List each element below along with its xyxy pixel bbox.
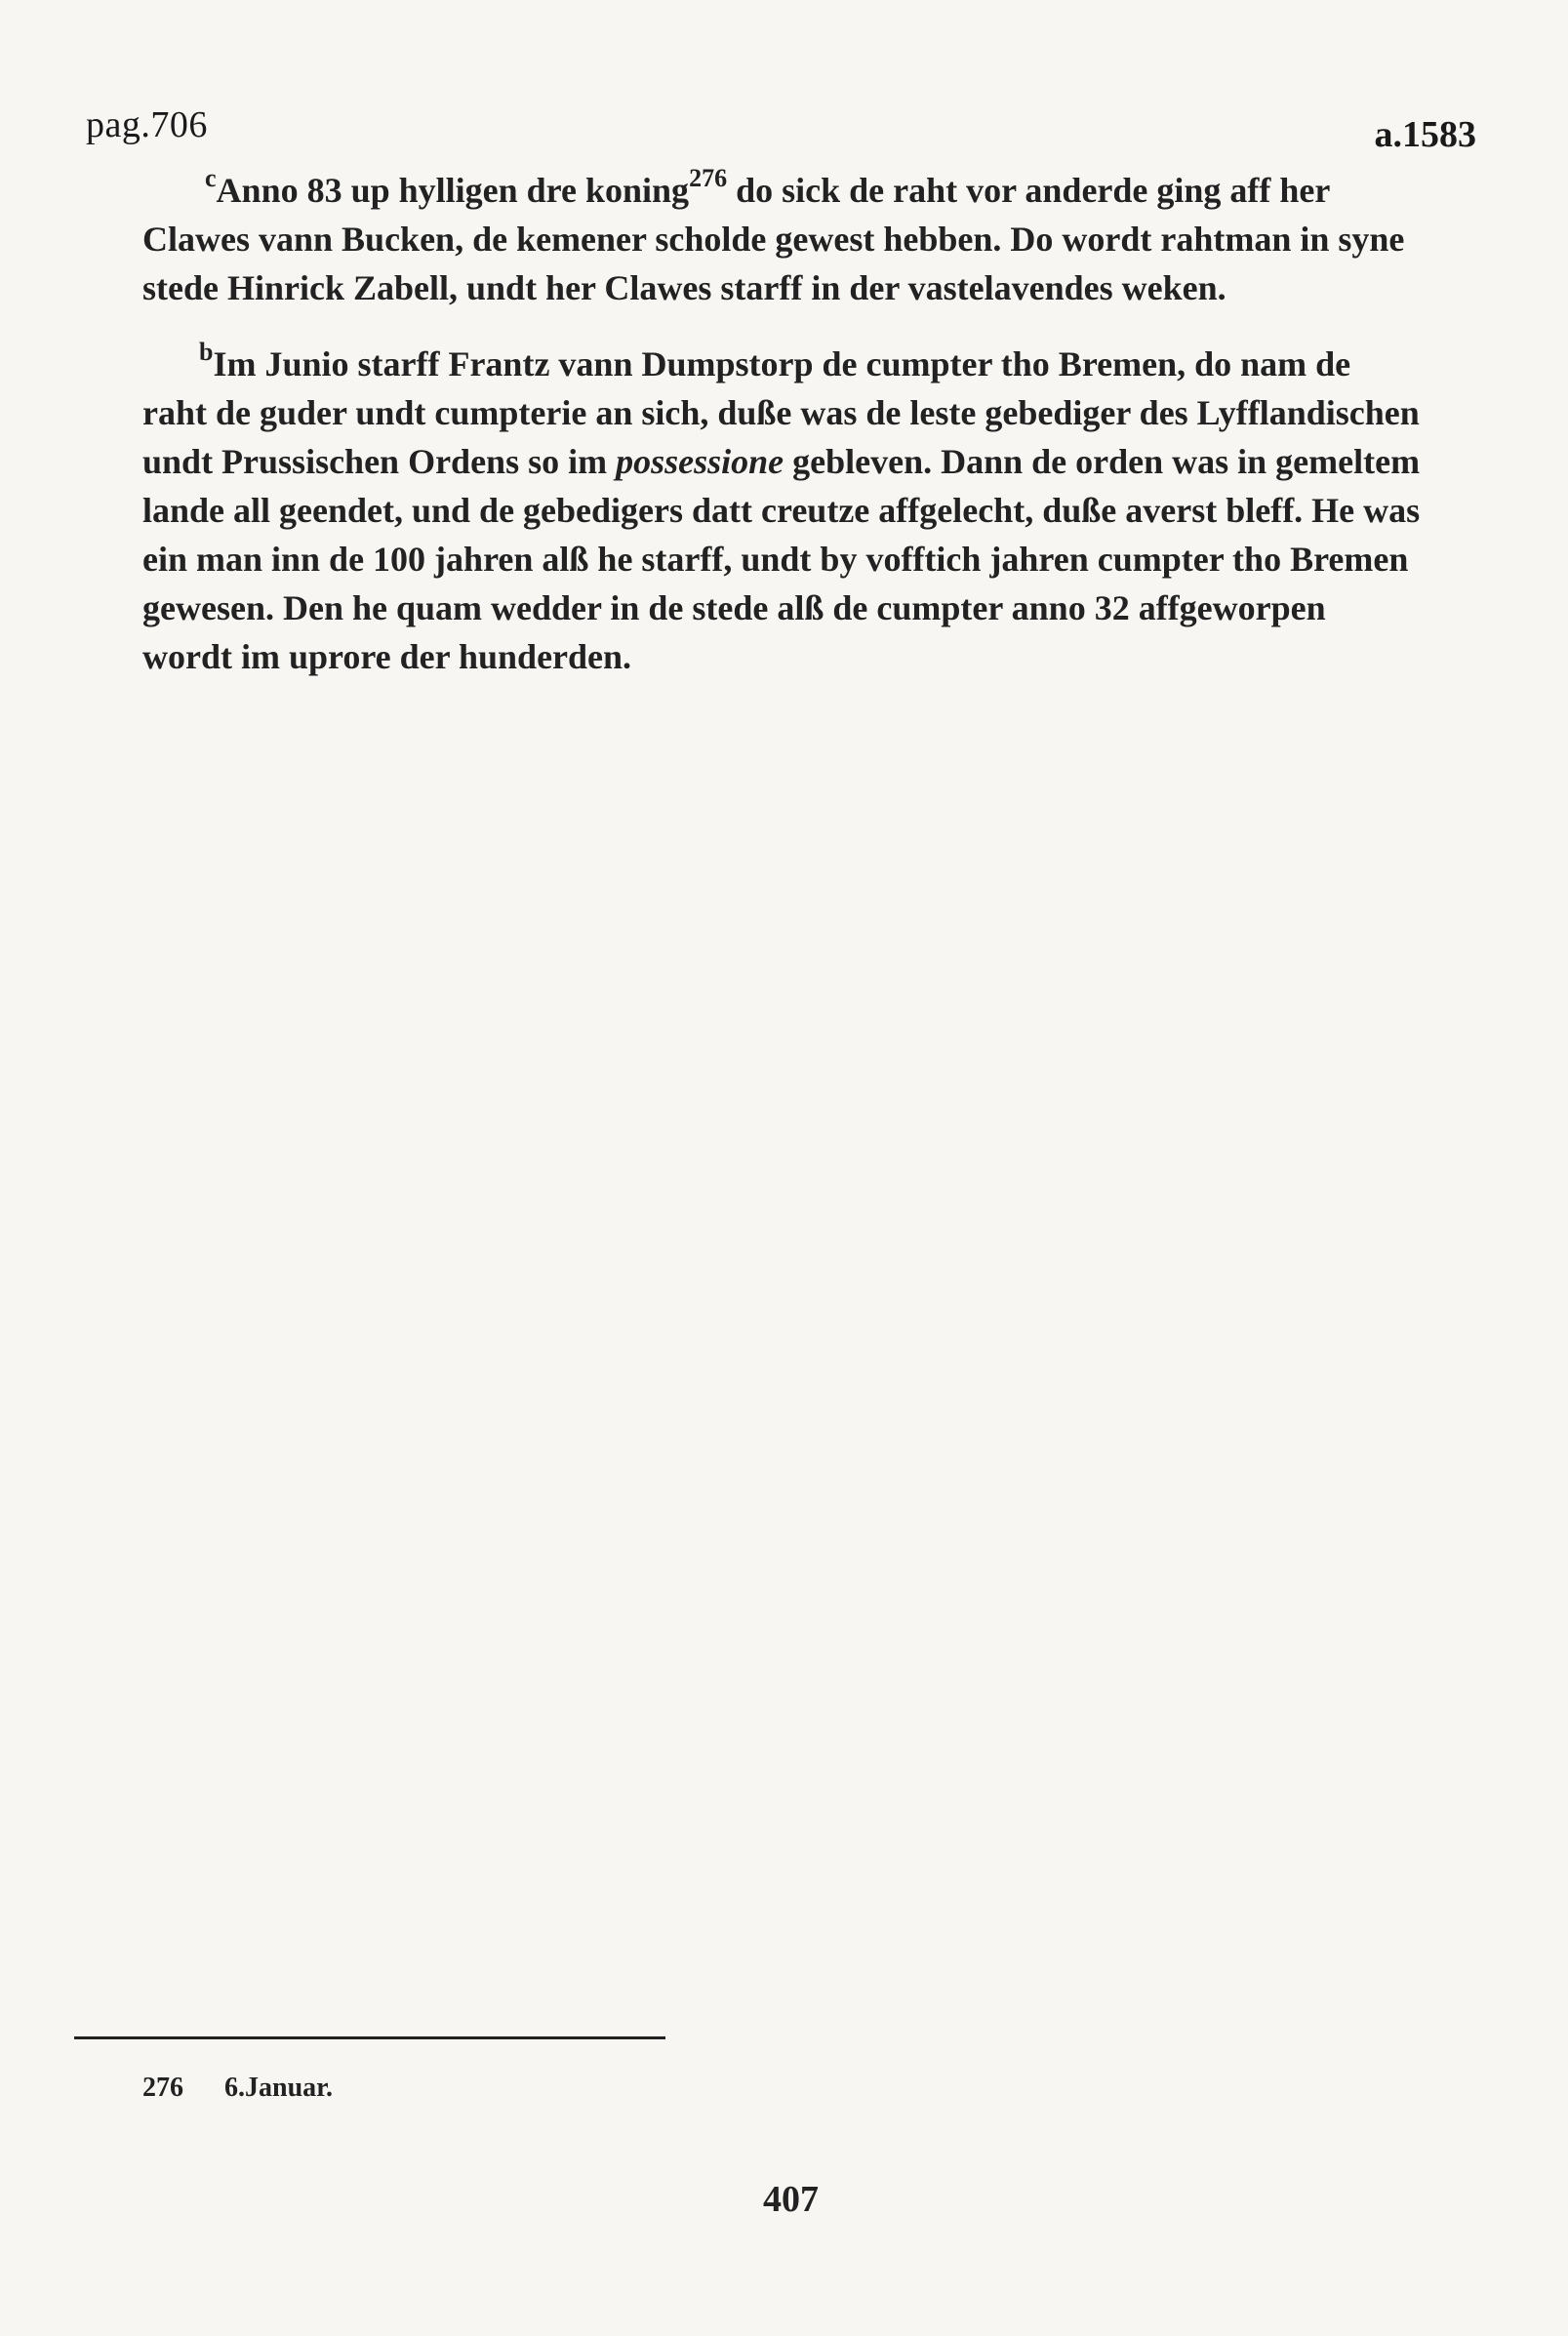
paragraph-1 bbox=[142, 166, 1421, 312]
footnote-divider bbox=[74, 2036, 665, 2039]
paragraph-text: gebleven. Dann de orden was in gemeltem lande all geendet, und de gebedigers datt creutze affgelecht, duße averst bleff. He was ein man inn de 100 jahren alß he starff, undt by vofftich jahren cumpter tho Bremen gewesen. Den he quam wedder in de stede alß de cumpter anno 32 affgeworpen wordt im uprore der hunderden. bbox=[142, 442, 1421, 676]
footnote-text: 6.Januar. bbox=[224, 2073, 334, 2103]
paragraph-text: Im Junio starff Frantz vann Dumpstorp de cumpter tho Bremen, do nam de raht de guder undt cumpterie an sich, duße was de leste gebediger des Lyfflandischen undt Prussischen Ordens so im bbox=[142, 344, 1420, 481]
paragraph-text: do sick de raht vor anderde ging aff her Clawes vann Bucken, de kemener scholde gewest hebben. Do wordt rahtman in syne stede Hinrick Zabell, undt her Clawes starff in der vastelavendes weken. bbox=[142, 171, 1405, 307]
paragraph-text: Anno 83 up hylligen dre koning bbox=[216, 171, 690, 210]
page-reference: pag.706 bbox=[86, 104, 208, 145]
footnote bbox=[142, 2073, 333, 2104]
paragraph-2 bbox=[142, 340, 1421, 681]
year-heading: a.1583 bbox=[1374, 114, 1476, 155]
italic-term: possessione bbox=[616, 442, 784, 481]
paragraph-marker: b bbox=[199, 338, 214, 366]
footnote-number: 276 bbox=[142, 2073, 183, 2103]
page-number: 407 bbox=[763, 2179, 819, 2220]
paragraph-marker: c bbox=[205, 164, 217, 192]
footnote-reference: 276 bbox=[689, 164, 728, 192]
body-text bbox=[142, 166, 1421, 708]
